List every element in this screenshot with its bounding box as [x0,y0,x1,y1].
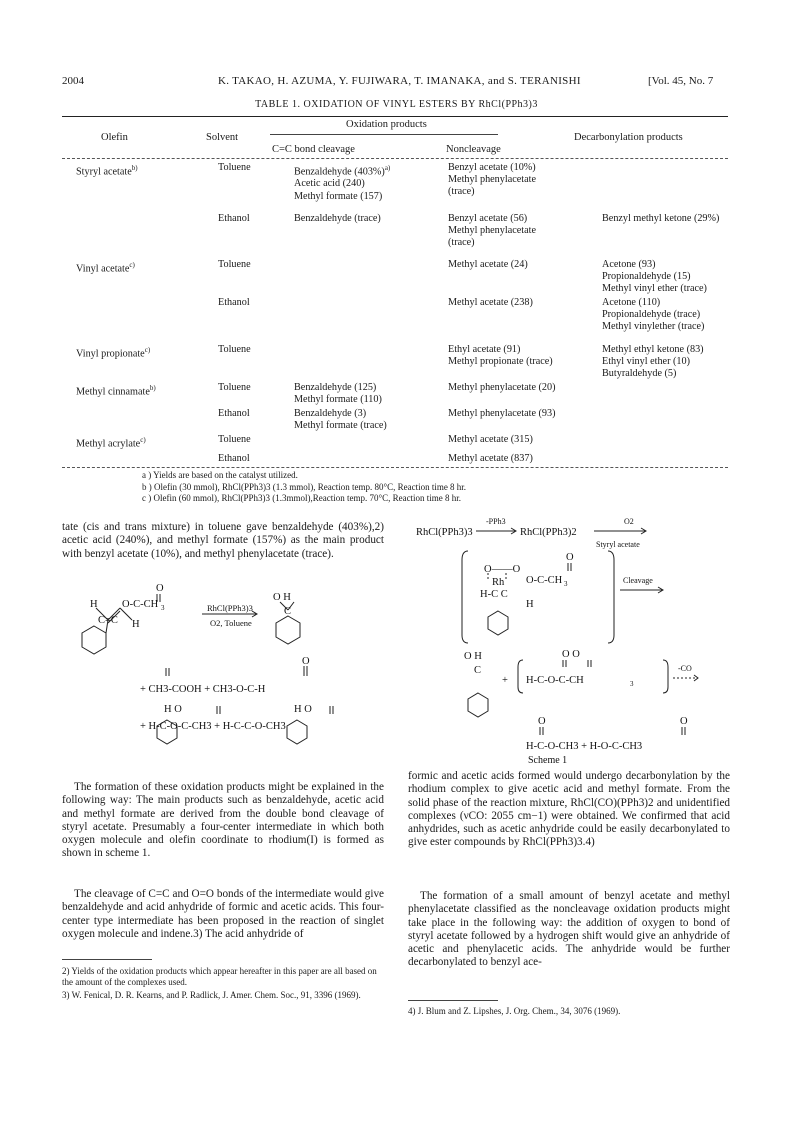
table-cell-line: Methyl phenylacetate (20) [448,381,556,393]
scheme-1 [408,515,738,765]
table-cell-line: (trace) [448,186,475,198]
svg-text:O: O [680,716,688,727]
solvent-cell [206,259,294,295]
volume-info: [Vol. 45, No. 7 [648,75,714,87]
table-cell-line: Methyl acetate (837) [448,452,533,464]
decarb-cell [598,434,728,450]
running-authors: K. TAKAO, H. AZUMA, Y. FUJIWARA, T. IMANAKA, and S. TERANISHI [218,75,581,87]
right-paragraph-1: formic and acetic acids formed would undergo decarbonylation by the rhodium complex to give acetic acid and methyl formate. From the solid phase of the reaction mixture, RhCl(CO)(PPh3)2 and unidentified complexes (νCO: 2055 cm−1) were obtained. We confirmed that acid anhydrides, such as acetic anhydride could be easily decarbonylated to give ester compounds by RhCl(PPh3)3.4) [408,770,730,849]
svg-text:O H: O H [464,651,482,662]
table-cell-line: Acetone (110) [602,297,661,309]
olefin-cell [62,259,206,295]
cleavage-cell [294,382,444,406]
table-cell-line: Methyl acetate (24) [448,258,528,270]
svg-text:O: O [156,583,164,594]
header-cleavage: C=C bond cleavage [272,144,355,155]
svg-text:O: O [302,656,310,667]
table-cell-line: Toluene [218,343,251,355]
table-cell-line: Methyl phenylacetate [448,224,536,236]
decarb-cell [598,382,728,406]
noncleavage-cell [444,259,598,295]
noncleavage-cell [444,162,598,203]
svg-text:C=C: C=C [98,615,118,626]
svg-text:H O: H O [294,704,312,715]
noncleavage-cell [444,344,598,380]
table-cell-line: Acetic acid (240) [294,178,365,190]
svg-text:H: H [90,599,98,610]
scheme-start: RhCl(PPh3)3 [416,527,473,538]
decarb-cell [598,453,728,465]
svg-text:O O: O O [562,649,580,660]
solvent-cell [206,382,294,406]
decarb-cell [598,408,728,432]
table-cell-line: Toluene [218,434,251,446]
olefin-cell [62,434,206,450]
noncleavage-cell [444,382,598,406]
table-note-c: c ) Olefin (60 mmol), RhCl(PPh3)3 (1.3mmol),Reaction temp. 70°C, Reaction time 8 hr. [142,493,462,503]
left-paragraph-2: The formation of these oxidation products might be explained in the following way: The main products such as benzaldehyde, acetic acid and methyl formate are derived from the double bond cleavage of styryl acetate. Presumably a four-center intermediate in which both oxygen molecule and olefin coordinate to rhodium(I) is formed as shown in scheme 1. [62,781,384,860]
decarb-cell [598,297,728,333]
cleavage-cell [294,344,444,380]
table-cell-line: Vinyl propionate$^{c)}$ [76,345,151,359]
solvent-cell [206,344,294,380]
cleavage-cell [294,213,444,249]
svg-text:H: H [526,599,534,610]
left-paragraph-3: The cleavage of C=C and O=O bonds of the intermediate would give benzaldehyde and acid anhydride of formic and acetic acids. This four-center type intermediate has been proposed in the reaction of singlet oxygen molecule and indene.3) The acid anhydride of [62,888,384,940]
table-row [62,344,728,380]
table-row [62,453,728,465]
table-cell-line: Benzaldehyde (trace) [294,212,381,224]
decarb-cell [598,213,728,249]
svg-text:O: O [538,716,546,727]
table-header-rule [62,158,728,159]
solvent-cell [206,162,294,203]
table-cell-line: Ethyl acetate (91) [448,343,521,355]
table-cell-line: Ethanol [218,407,250,419]
header-noncleavage: Noncleavage [446,144,501,155]
svg-text:C: C [284,606,292,617]
table-note-a: a ) Yields are based on the catalyst utilized. [142,470,298,480]
table-cell-line: Methyl acetate (238) [448,297,533,309]
table-cell-line: Methyl formate (110) [294,393,382,405]
table-cell-line: Toluene [218,381,251,393]
svg-text:H-C C: H-C C [480,589,508,600]
table-cell-line: Methyl formate (trace) [294,420,387,432]
noncleavage-cell [444,453,598,465]
table-bottom-rule [62,467,728,468]
footnote-rule-left [62,959,152,960]
table-cell-line: Methyl phenylacetate [448,174,536,186]
table-cell-line: Ethyl vinyl ether (10) [602,355,690,367]
svg-text:H O: H O [164,704,182,715]
reaction-scheme-left [62,580,392,780]
olefin-cell [62,344,206,380]
table-cell-line: Benzyl methyl ketone (29%) [602,212,720,224]
table-cell-line: Methyl acetate (315) [448,434,533,446]
svg-text:3: 3 [161,604,165,612]
scheme-products: H-C-O-CH3 + H-O-C-CH3 [526,741,643,752]
svg-text:H: H [132,619,140,630]
header-decarbonylation: Decarbonylation products [574,132,683,143]
svg-text:O-C-CH: O-C-CH [122,599,159,610]
table-title: TABLE 1. OXIDATION OF VINYL ESTERS BY RhCl(PPh3)3 [255,99,538,110]
table-row [62,382,728,406]
cleavage-cell [294,453,444,465]
table-cell-line: Benzyl acetate (10%) [448,162,536,173]
decarb-cell [598,259,728,295]
noncleavage-cell [444,408,598,432]
table-cell-line: Propionaldehyde (15) [602,271,691,283]
svg-text:O: O [566,552,574,563]
solvent-cell [206,434,294,450]
table-cell-line: Benzyl acetate (56) [448,212,528,224]
cleavage-cell [294,297,444,333]
scheme-left-line3: + H-C-O-C-CH3 + H-C-C-O-CH3 [140,721,286,732]
scheme-o2: O2 [624,517,634,526]
table-cell-line: Methyl phenylacetate (93) [448,407,556,419]
table-row [62,297,728,333]
footnote-rule-right [408,1000,498,1001]
olefin-cell [62,162,206,203]
scheme-minus-pph3: -PPh3 [486,517,506,526]
table-top-rule [62,116,728,117]
scheme-rh: Rh [492,577,505,588]
svg-text:H-C-O-C-CH: H-C-O-C-CH [526,675,584,686]
noncleavage-cell [444,297,598,333]
footnote-3: 3) W. Fenical, D. R. Kearns, and P. Radlick, J. Amer. Chem. Soc., 91, 3396 (1969). [62,990,361,1000]
svg-text:O——O: O——O [484,564,521,575]
table-cell-line: Benzaldehyde (3) [294,407,367,419]
table-cell-line: Benzaldehyde $(403\%)^{a)}$ [294,164,391,178]
table-cell-line: Methyl ethyl ketone (83) [602,343,704,355]
olefin-cell [62,297,206,333]
scheme-label: Scheme 1 [528,755,568,765]
cleavage-cell [294,434,444,450]
table-cell-line: (trace) [448,236,475,248]
table-row [62,408,728,432]
reagent-catalyst: RhCl(PPh3)3 [207,603,253,613]
header-brace [270,134,498,135]
reagent-conditions: O2, Toluene [210,618,252,628]
right-paragraph-2: The formation of a small amount of benzyl acetate and methyl phenylacetate classified as the noncleavage oxidation products might take place in the following way: the addition of oxygen to bond of styryl acetate followed by a hydrogen shift would give an anhydride of acetic and phenylacetic acids. The anhydride would be further decarbonylated to benzyl ace- [408,890,730,969]
svg-text:3: 3 [630,680,634,688]
cleavage-cell [294,162,444,203]
table-row [62,162,728,203]
scheme-mid: RhCl(PPh3)2 [520,527,577,538]
solvent-cell [206,453,294,465]
solvent-cell [206,213,294,249]
table-cell-line: Toluene [218,258,251,270]
table-cell-line: Propionaldehyde (trace) [602,309,701,321]
table-cell-line: Butyraldehyde (5) [602,367,677,379]
table-cell-line: Methyl cinnamate$^{b)}$ [76,383,156,398]
table-cell-line: Ethanol [218,297,250,309]
noncleavage-cell [444,213,598,249]
cleavage-cell [294,408,444,432]
scheme-cleavage: Cleavage [623,576,653,585]
table-cell-line: Methyl formate (157) [294,190,383,202]
svg-text:O H: O H [273,592,291,603]
header-olefin: Olefin [101,132,128,143]
cleavage-cell [294,259,444,295]
table-cell-line: Vinyl acetate$^{c)}$ [76,260,135,275]
decarb-cell [598,344,728,380]
table-cell-line: Methyl propionate (trace) [448,355,553,367]
footnote-4: 4) J. Blum and Z. Lipshes, J. Org. Chem., 34, 3076 (1969). [408,1006,621,1016]
table-row [62,213,728,249]
noncleavage-cell [444,434,598,450]
table-cell-line: Methyl acrylate$^{c)}$ [76,436,146,450]
table-row [62,259,728,295]
footnote-2: 2) Yields of the oxidation products which appear hereafter in this paper are all based on the amount of the complexes used. [62,966,377,987]
olefin-cell [62,453,206,465]
table-cell-line: Benzaldehyde (125) [294,381,377,393]
header-oxidation: Oxidation products [346,119,427,130]
left-paragraph-1: tate (cis and trans mixture) in toluene gave benzaldehyde (403%),2) acetic acid (240%), and methyl formate (157%) as the main product with benzyl acetate (10%), and methyl phenylacetate (trace). [62,521,384,560]
table-cell-line: Ethanol [218,212,250,224]
page-number: 2004 [62,75,84,87]
table-cell-line: Styryl acetate$^{b)}$ [76,164,138,178]
header-solvent: Solvent [206,132,239,143]
scheme-minus-co: -CO [678,664,692,673]
table-cell-line: Acetone (93) [602,258,656,270]
table-cell-line: Methyl vinyl ether (trace) [602,283,707,295]
svg-text:C: C [474,665,482,676]
olefin-cell [62,213,206,249]
svg-text:O-C-CH: O-C-CH [526,575,563,586]
scheme-substrate: Styryl acetate [596,540,640,549]
olefin-cell [62,382,206,406]
table-cell-line: Toluene [218,162,251,173]
oxidation-table [62,162,728,467]
svg-text:3: 3 [564,580,568,588]
scheme-left-line2: + CH3-COOH + CH3-O-C-H [140,684,266,695]
table-cell-line: Methyl vinylether (trace) [602,321,705,333]
decarb-cell [598,162,728,203]
svg-text:+: + [502,675,508,686]
table-cell-line: Ethanol [218,452,250,464]
olefin-cell [62,408,206,432]
solvent-cell [206,408,294,432]
table-row [62,434,728,450]
solvent-cell [206,297,294,333]
table-note-b: b ) Olefin (30 mmol), RhCl(PPh3)3 (1.3 mmol), Reaction temp. 80°C, Reaction time 8 hr. [142,481,467,492]
table-notes [142,470,466,505]
